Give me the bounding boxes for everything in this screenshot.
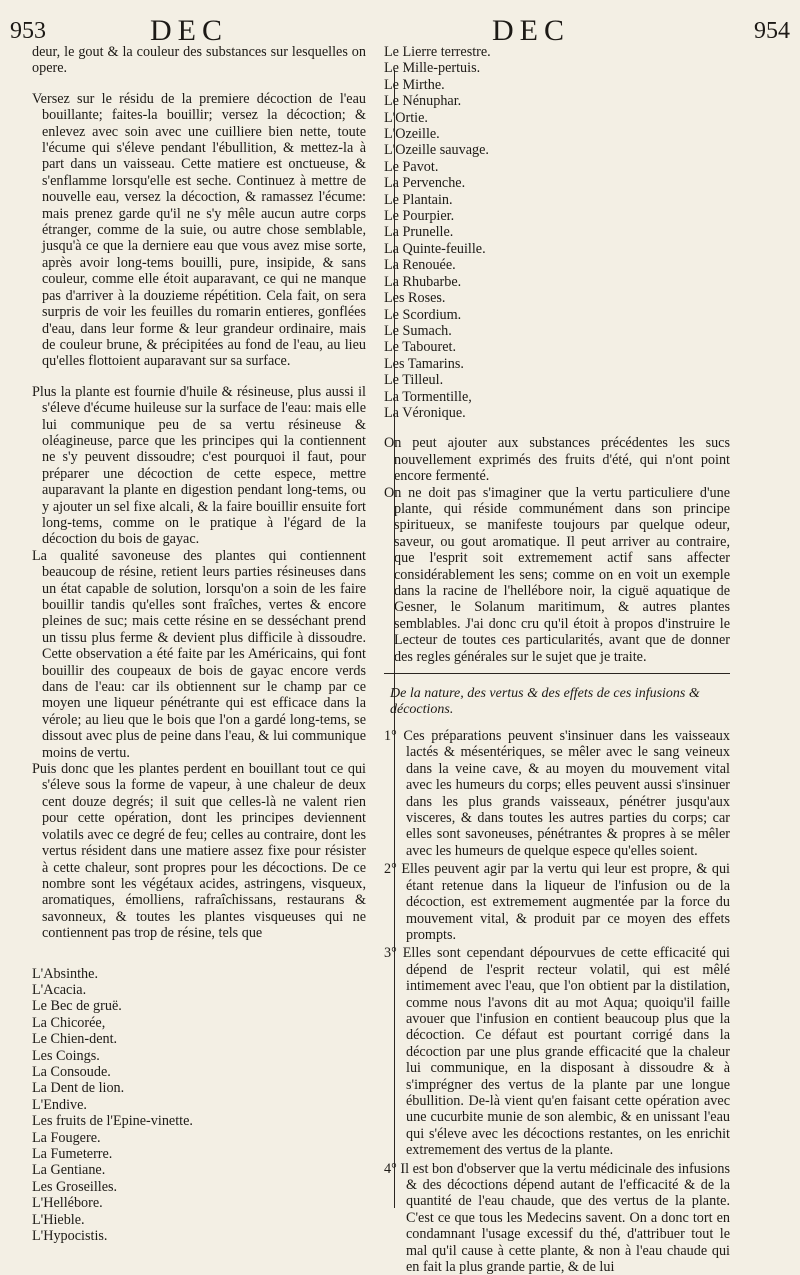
list-item: Le Lierre terrestre. — [384, 44, 491, 60]
list-item: Le Plantain. — [384, 191, 453, 208]
right-paragraph-2: On ne doit pas s'imaginer que la vertu particuliere d'une plante, qui réside communément dans son principe spiritueux, se manifeste toujours par quelque odeur, saveur, ou gout aromatique. Il peut arriver au contraire, que l'esprit soit extremement actif sans affecter considérablement les sens; comme on en voit un exemple dans la racine de l'hellébore noir, la ciguë aquatique de Gesner, le Solanum maritimum, & autres plantes semblables. J'ai donc cru qu'il étoit à propos d'instruire le Lecteur de toutes ces particularités, avant que de donner des regles générales sur le sujet que je traite. — [384, 484, 730, 665]
numbered-paragraph-1: 1° Ces préparations peuvent s'insinuer dans les vaisseaux lactés & mésentériques, se mêler avec le sang veineux dans la veine cave, & au moyen du mouvement vital avec les humeurs du corps; elles peuvent aussi s'insinuer dans les plus grands vaisseaux, pénétrer jusqu'aux visceres, & dans toutes les autres parties du corps; car elles sont savoneuses, pénétrantes & propres à se mêler avec les humeurs de quelque espece qu'elles soient. — [384, 728, 730, 859]
list-item: Le Bec de gruë. — [32, 998, 122, 1015]
list-item: La Tormentille, — [384, 388, 472, 405]
list-item: La Rhubarbe. — [384, 273, 462, 290]
list-item: La Dent de lion. — [32, 1080, 125, 1097]
list-item: Le Tilleul. — [384, 372, 444, 389]
numbered-paragraph-3: 3° Elles sont cependant dépourvues de cette efficacité qui dépend de l'esprit recteur volatil, qui est mêlé intimement avec l'eau, que l'on obtient par la distilation, comme nous l'avons dit au mot Aqua; quoiqu'il faille avouer que l'infusion en contient beaucoup plus que la décoction. Ce défaut est pourtant corrigé dans la décoction par une plus grande efficacité que la chaleur lui communique, en la disposant à dissoudre & à s'imprégner des vertus de la plante par une longue ébullition. De-là vient qu'en faisant cette opération avec une cucurbite munie de son alembic, & en unissant l'eau qui s'éleve avec les décoctions restantes, on les enrichit extremement des vertus de la plante. — [384, 945, 730, 1159]
right-page-number: 954 — [754, 18, 790, 44]
list-item: Le Chien-dent. — [32, 1031, 118, 1048]
section-heading: De la nature, des vertus & des effets de ces infusions & décoctions. — [390, 686, 700, 718]
list-item: Le Sumach. — [384, 322, 452, 339]
list-item: Les Groseilles. — [32, 1178, 118, 1195]
list-item: L'Endive. — [32, 1096, 87, 1113]
left-running-title: DEC — [150, 14, 228, 47]
list-item: L'Hieble. — [32, 1211, 85, 1228]
numbered-paragraph-4: 4° Il est bon d'observer que la vertu médicinale des infusions & des décoctions dépend autant de l'efficacité & de la quantité de l'eau chaude, que des vertus de la plante. C'est ce que tous les Medecins savent. On a donc tort en condamnant l'usage excessif du thé, d'attribuer tout le mal qu'il cause à cette plante, & non à l'eau chaude qui en fait la plus grande partie, & de lui — [384, 1160, 730, 1275]
running-header — [0, 8, 800, 48]
left-intro-text: deur, le gout & la couleur des substances sur lesquelles on opere. — [32, 44, 366, 77]
right-paragraph-1: On peut ajouter aux substances précédentes les sucs nouvellement exprimés des fruits d'été, qui n'ont point encore fermenté. — [384, 435, 730, 485]
list-item: La Pervenche. — [384, 175, 466, 192]
list-item: L'Ortie. — [384, 109, 428, 126]
list-item: Le Nénuphar. — [384, 93, 462, 110]
left-paragraph-4: Puis donc que les plantes perdent en bouillant tout ce qui s'éleve sous la forme de vapeur, à une chaleur de deux cent douze degrés; il suit que celles-là ne valent rien pour cette opération, dont les principes deviennent volatils avec ce degré de feu; celles au contraire, dont les vertus résident dans une matiere assez fixe pour résister à cette chaleur, sont propres pour les décoctions. De ce nombre sont les végétaux acides, astringens, visqueux, aromatiques, émolliens, rafraîchissans, restaurans & savonneux, & toutes les plantes visqueuses qui ne contiennent pas trop de résine, tels que — [32, 761, 366, 942]
list-item: L'Absinthe. — [32, 965, 98, 982]
list-item: L'Hellébore. — [32, 1195, 103, 1212]
list-item: Le Mille-pertuis. — [384, 60, 481, 77]
list-item: Le Pavot. — [384, 158, 439, 175]
list-item: L'Ozeille. — [384, 126, 440, 143]
list-item: L'Acacia. — [32, 981, 87, 998]
left-plant-list — [32, 966, 366, 1245]
right-running-title: DEC — [492, 14, 570, 47]
right-column — [384, 44, 730, 1275]
left-page-number: 953 — [10, 18, 46, 44]
list-item: Les Roses. — [384, 290, 446, 307]
section-rule — [384, 673, 730, 674]
left-paragraph-2: Plus la plante est fournie d'huile & résineuse, plus aussi il s'éleve d'écume huileuse sur la surface de l'eau: mais elle lui communique peu de sa vertu résineuse & oléagineuse, parce que les principes qui la contiennent ne s'y peuvent dissoudre; c'est pourquoi il faut, pour préparer une décoction de cette espece, mettre auparavant la plante en digestion pendant long-tems, ou y ajouter un sel fixe alcali, & la faire bouillir ensuite fort long-tems, comme on le pratique à l'égard de la décoction du bois de gayac. — [32, 383, 366, 548]
list-item: La Fumeterre. — [32, 1146, 113, 1162]
list-item: L'Hypocistis. — [32, 1228, 108, 1245]
list-item: La Véronique. — [384, 404, 466, 421]
list-item: Les Tamarins. — [384, 355, 464, 372]
list-item: La Consoude. — [32, 1063, 111, 1080]
list-item: La Chicorée, — [32, 1014, 106, 1031]
list-item: La Quinte-feuille. — [384, 240, 486, 257]
list-item: Le Pourpier. — [384, 208, 455, 225]
numbered-paragraph-2: 2° Elles peuvent agir par la vertu qui leur est propre, & qui étant retenue dans la liqueur de l'infusion ou de la décoction, est extremement augmentée par la force du mouvement vital, & produit par ce moyen des effets prompts. — [384, 861, 730, 943]
list-item: La Fougere. — [32, 1129, 101, 1146]
list-item: Le Scordium. — [384, 306, 462, 323]
list-item: La Prunelle. — [384, 224, 454, 241]
list-item: Les Coings. — [32, 1047, 100, 1064]
list-item: La Gentiane. — [32, 1162, 106, 1179]
right-plant-list — [384, 44, 730, 421]
left-paragraph-1: Versez sur le résidu de la premiere décoction de l'eau bouillante; faites-la bouillir; versez la décoction; & enlevez avec soin avec une cuilliere bien nette, toute l'écume qui s'éleve pendant l'ébullition, & mettez-la à part dans un vaisseau. Cette matiere est onctueuse, & s'enflamme lorsqu'elle est seche. Continuez à mettre de nouvelle eau, versez la décoction, & ramassez l'écume: mais prenez garde qu'il ne s'y mêle aucun autre corps étranger, comme de la suie, ou autre chose semblable, jusqu'à ce que la derniere eau que vous avez mise sorte, après avoir long-tems bouilli, pure, insipide, & sans couleur, comme elle étoit auparavant, ce qui ne manque pas d'arriver à la douzieme répétition. Cela fait, on sera surpris de voir les feuilles du romarin entieres, gonflées d'eau, dans leur forme & leur grandeur ordinaire, mais de couleur brune, & précipitées au fond de l'eau, au lieu qu'elles flottoient auparavant sur sa surface. — [32, 90, 366, 370]
list-item: Le Mirthe. — [384, 76, 445, 93]
list-item: Le Tabouret. — [384, 339, 457, 356]
list-item: L'Ozeille sauvage. — [384, 142, 489, 159]
list-item: La Renouée. — [384, 257, 456, 274]
list-item: Les fruits de l'Epine-vinette. — [32, 1113, 193, 1130]
left-paragraph-3: La qualité savoneuse des plantes qui contiennent beaucoup de résine, retient leurs parties résineuses dans un état capable de solution, lorsqu'on a soin de les faire bouillir tandis qu'elles sont fraîches, vertes & encore pleines de suc; mais cette résine en se desséchant prend un tissu plus ferme & devient plus difficile à dissoudre. Cette observation a été faite par les Américains, qui font bouillir des coupeaux de bois de gayac encore verds dans de l'eau: car ils obtiennent sur le champ par ce moyen une liqueur pénétrante qui est efficace dans la vérole; au lieu que le bois que l'on a gardé long-tems, se dissout avec plus de peine dans l'eau, & lui communique moins de vertu. — [32, 547, 366, 761]
left-column — [32, 44, 366, 1244]
